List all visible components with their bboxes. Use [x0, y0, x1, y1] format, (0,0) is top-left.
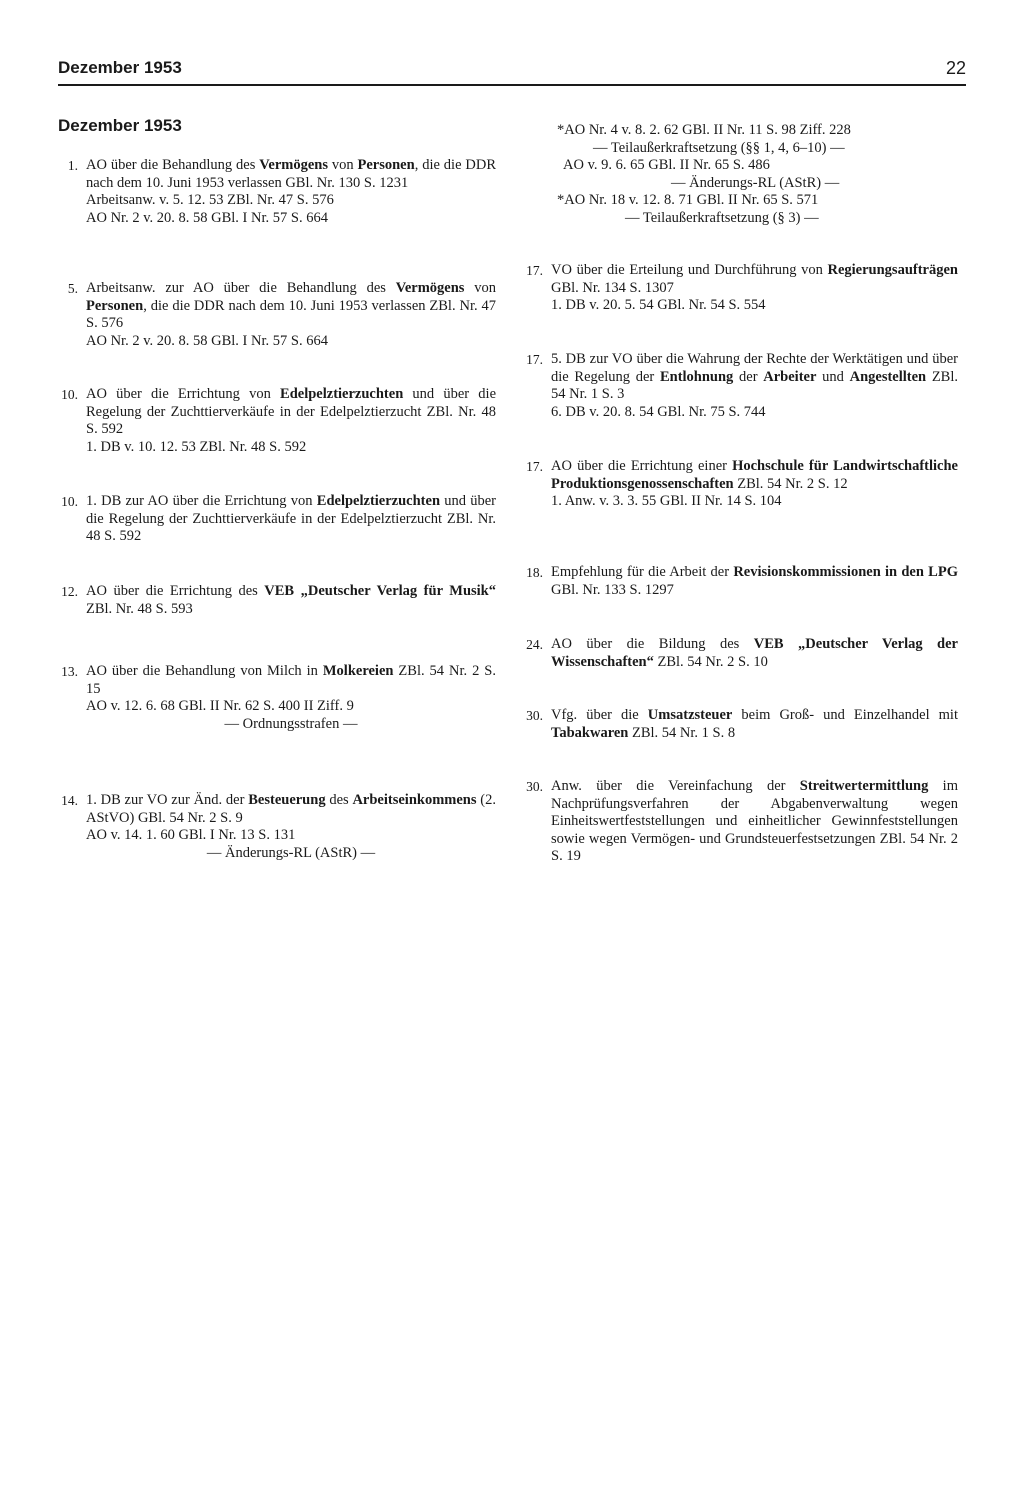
citation-line: AO Nr. 2 v. 20. 8. 58 GBl. I Nr. 57 S. 664: [86, 209, 328, 226]
continuation-block: [551, 122, 958, 228]
entry: [61, 663, 496, 733]
entry-day: 17.: [526, 352, 543, 367]
text-run: Empfehlung für die Arbeit der: [551, 564, 734, 580]
entry-text: [86, 280, 496, 333]
entry-day: 18.: [526, 565, 543, 580]
text-run: ZBl. 54 Nr. 2 S. 10: [653, 653, 768, 670]
citation-line: 6. DB v. 20. 8. 54 GBl. Nr. 75 S. 744: [551, 403, 766, 420]
continuation-line: AO v. 9. 6. 65 GBl. II Nr. 65 S. 486: [563, 157, 770, 174]
keyword: Umsatzsteuer: [647, 707, 733, 723]
entry: [61, 583, 496, 618]
text-run: ZBl. 54 Nr. 1 S. 8: [628, 724, 736, 741]
entry-text: [86, 663, 496, 698]
keyword: Vermögens: [395, 280, 465, 296]
running-head: [58, 56, 966, 86]
entry-text: [551, 262, 958, 297]
keyword: Arbeiter: [763, 368, 817, 385]
entry-text: [551, 351, 958, 404]
entry-day: 14.: [61, 793, 78, 808]
continuation-line: *AO Nr. 4 v. 8. 2. 62 GBl. II Nr. 11 S. 98 Ziff. 228: [557, 122, 851, 138]
text-run: 1. DB zur VO zur Änd. der: [86, 792, 249, 808]
keyword: Edelpelztierzuchten: [316, 493, 441, 509]
citation-line: AO v. 12. 6. 68 GBl. II Nr. 62 S. 400 II Ziff. 9: [86, 698, 354, 715]
entry-text: [86, 792, 496, 827]
text-run: 5. DB zur VO über die Wahrung der Rechte der Werktätigen und über die Regelung der: [551, 351, 958, 385]
citation-line: Arbeitsanw. v. 5. 12. 53 ZBl. Nr. 47 S. 576: [86, 192, 334, 209]
text-run: des: [325, 792, 353, 808]
text-run: Arbeitsanw. zur AO über die Behandlung des: [86, 280, 396, 296]
citation-line: AO Nr. 2 v. 20. 8. 58 GBl. I Nr. 57 S. 664: [86, 332, 328, 349]
entry: [526, 262, 958, 315]
text-run: (2. AStVO) GBl. 54 Nr. 2 S. 9: [86, 792, 496, 826]
keyword: Revisionskommissionen in den LPG: [733, 564, 958, 580]
continuation-line: *AO Nr. 18 v. 12. 8. 71 GBl. II Nr. 65 S. 571: [557, 192, 819, 209]
entry: [67, 280, 497, 350]
keyword: Vermögens: [259, 157, 328, 173]
text-run: AO über die Errichtung des: [86, 583, 265, 599]
entry-day: 12.: [61, 584, 78, 599]
keyword: Streitwertermittlung: [799, 778, 929, 794]
text-run: AO über die Errichtung einer: [551, 458, 733, 474]
text-run: von: [327, 157, 358, 173]
entry-day: 30.: [526, 708, 543, 723]
entry: [61, 493, 496, 546]
text-run: der: [733, 368, 764, 385]
text-run: und über die Regelung der Zuchttierverkäufe in der Edelpelztierzucht ZBl. Nr. 48 S. 592: [86, 386, 496, 438]
text-run: GBl. Nr. 133 S. 1297: [551, 581, 674, 598]
continuation-line: — Änderungs-RL (AStR) —: [671, 174, 840, 191]
keyword: Hochschule für Landwirtschaftliche Produktionsgenossenschaften: [551, 458, 958, 492]
citation-line: 1. DB v. 10. 12. 53 ZBl. Nr. 48 S. 592: [86, 438, 307, 455]
entry-day: 24.: [526, 637, 543, 652]
amendment-note: — Ordnungsstrafen —: [224, 715, 358, 732]
entry-text: [551, 778, 958, 866]
entry-text: [551, 707, 958, 742]
keyword: Personen: [86, 297, 144, 314]
text-run: und über die Regelung der Zuchttierverkäufe in der Edelpelztierzucht ZBl. Nr. 48 S. 592: [86, 493, 496, 545]
keyword: Arbeitseinkommens: [352, 792, 477, 808]
entry: [61, 792, 496, 862]
entry-text: [86, 157, 496, 192]
text-run: im Nachprüfungsverfahren der Abgabenverwaltung wegen Einheitswertfeststellungen und einheitlicher Gewinnfeststellungen sowie wegen Vermögen- und Grundsteuerfestsetzungen ZBl. 54 Nr. 2 S. 19: [551, 778, 958, 865]
text-run: beim Groß- und Einzelhandel mit: [732, 707, 958, 723]
entry: [526, 564, 958, 599]
text-run: von: [464, 280, 497, 296]
text-run: AO über die Errichtung von: [86, 386, 281, 402]
text-run: ZBl. 54 Nr. 2 S. 15: [86, 663, 496, 697]
text-run: ZBl. 54 Nr. 2 S. 12: [733, 475, 848, 492]
running-head-title: Dezember 1953: [58, 58, 182, 77]
text-run: , die die DDR nach dem 10. Juni 1953 verlassen ZBl. Nr. 47 S. 576: [86, 297, 496, 332]
keyword: VEB „Deutscher Verlag der Wissenschaften“: [551, 636, 958, 670]
text-run: Vfg. über die: [551, 707, 648, 723]
entry-day: 17.: [526, 459, 543, 474]
text-run: AO über die Behandlung von Milch in: [86, 663, 323, 679]
text-run: 1. DB zur AO über die Errichtung von: [86, 493, 317, 509]
text-run: ZBl. 54 Nr. 1 S. 3: [551, 368, 959, 403]
text-run: , die die DDR nach dem 10. Juni 1953 verlassen GBl. Nr. 130 S. 1231: [86, 157, 497, 191]
text-run: Anw. über die Vereinfachung der: [551, 778, 800, 794]
citation-line: 1. Anw. v. 3. 3. 55 GBl. II Nr. 14 S. 104: [551, 493, 782, 510]
entry: [526, 778, 958, 866]
entry-day: 17.: [526, 263, 543, 278]
entry: [526, 351, 959, 421]
keyword: Molkereien: [322, 663, 394, 679]
text-run: und: [816, 368, 850, 385]
keyword: Regierungsaufträgen: [827, 262, 958, 278]
entry-day: 10.: [61, 387, 78, 402]
continuation-line: — Teilaußerkraftsetzung (§§ 1, 4, 6–10) —: [593, 139, 845, 156]
entry-text: [86, 386, 496, 439]
page-number: 22: [945, 58, 966, 78]
section-title: Dezember 1953: [58, 116, 182, 135]
entry-day: 10.: [61, 494, 78, 509]
entry: [526, 458, 958, 511]
keyword: Besteuerung: [248, 792, 326, 808]
citation-line: AO v. 14. 1. 60 GBl. I Nr. 13 S. 131: [86, 827, 296, 844]
continuation-line: — Teilaußerkraftsetzung (§ 3) —: [625, 209, 819, 226]
text-run: AO über die Behandlung des: [86, 157, 260, 173]
entry: [67, 157, 497, 227]
keyword: Personen: [357, 157, 415, 173]
entry-text: [86, 493, 496, 546]
keyword: VEB „Deutscher Verlag für Musik“: [264, 583, 496, 599]
entry-day: 1.: [67, 158, 78, 173]
entry: [526, 636, 958, 671]
entry: [61, 386, 496, 456]
entry-text: [551, 564, 958, 599]
entry-day: 5.: [67, 281, 78, 296]
keyword: Entlohnung: [659, 368, 734, 385]
entry: [526, 707, 958, 742]
text-run: GBl. Nr. 134 S. 1307: [551, 279, 674, 296]
entry-day: 13.: [61, 664, 78, 679]
text-run: AO über die Bildung des: [551, 636, 754, 652]
keyword: Edelpelztierzuchten: [280, 386, 404, 402]
keyword: Tabakwaren: [551, 724, 629, 741]
citation-line: 1. DB v. 20. 5. 54 GBl. Nr. 54 S. 554: [551, 297, 766, 314]
entry-text: [551, 458, 958, 493]
entry-text: [86, 583, 496, 618]
amendment-note: — Änderungs-RL (AStR) —: [206, 844, 376, 861]
keyword: Angestellten: [849, 368, 927, 385]
text-run: VO über die Erteilung und Durchführung von: [551, 262, 828, 278]
entry-day: 30.: [526, 779, 543, 794]
entry-text: [551, 636, 958, 671]
text-run: ZBl. Nr. 48 S. 593: [86, 600, 193, 617]
